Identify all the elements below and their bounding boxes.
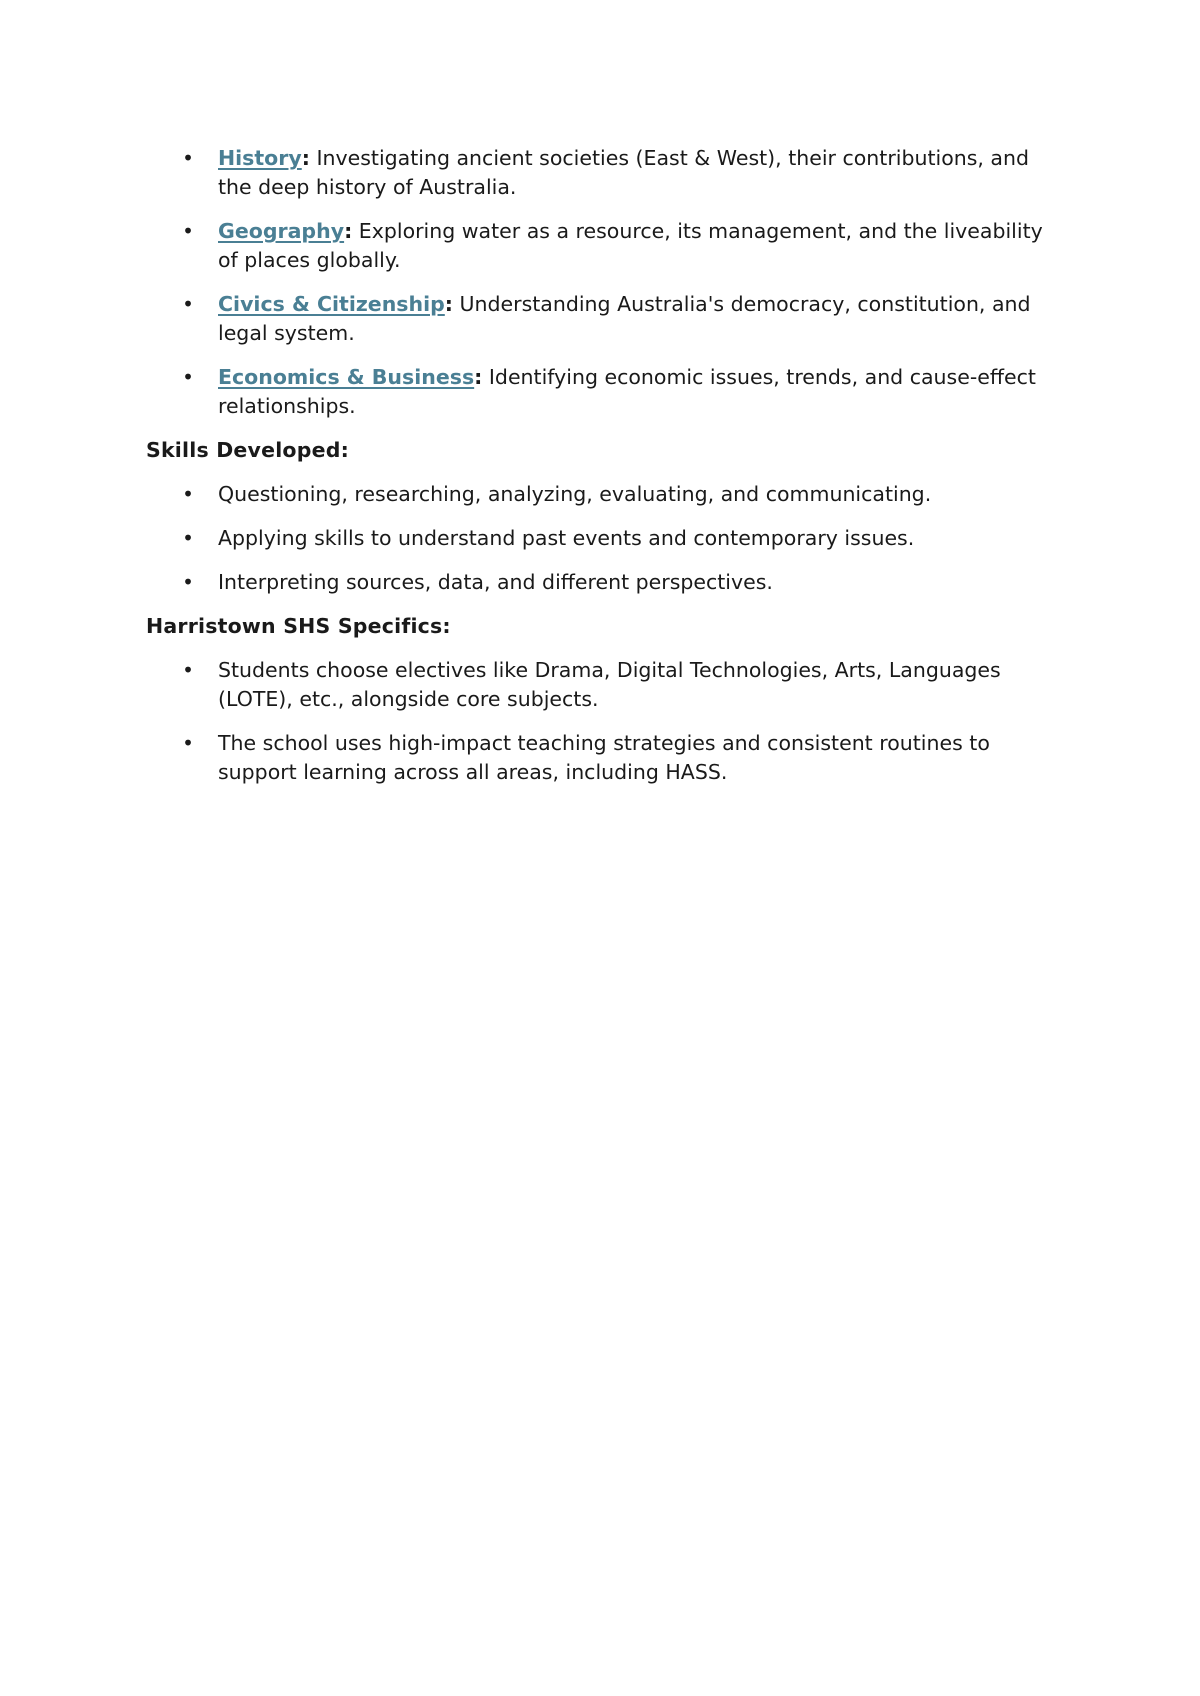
geography-link[interactable]: Geography <box>218 219 345 243</box>
colon-separator: : <box>474 365 483 389</box>
bullet-icon: • <box>182 731 194 755</box>
list-item <box>146 217 1066 275</box>
specifics-list <box>146 656 1066 787</box>
bullet-icon: • <box>182 365 194 389</box>
list-item <box>146 656 1066 714</box>
subject-description: Exploring water as a resource, its management, and the liveability of places globally. <box>218 219 1043 272</box>
bullet-icon: • <box>182 658 194 682</box>
bullet-icon: • <box>182 146 194 170</box>
document-body <box>146 144 1066 802</box>
skills-list <box>146 480 1066 597</box>
colon-separator: : <box>444 292 453 316</box>
list-item <box>146 729 1066 787</box>
colon-separator: : <box>301 146 310 170</box>
list-item <box>146 290 1066 348</box>
bullet-icon: • <box>182 526 194 550</box>
skills-heading: Skills Developed: <box>146 438 349 462</box>
list-item <box>146 363 1066 421</box>
subject-description: Understanding Australia's democracy, constitution, and legal system. <box>218 292 1031 345</box>
history-link[interactable]: History <box>218 146 302 170</box>
bullet-icon: • <box>182 292 194 316</box>
list-item <box>146 568 1066 597</box>
skill-text: Questioning, researching, analyzing, evaluating, and communicating. <box>218 482 932 506</box>
list-item <box>146 524 1066 553</box>
bullet-icon: • <box>182 482 194 506</box>
economics-business-link[interactable]: Economics & Business <box>218 365 475 389</box>
civics-citizenship-link[interactable]: Civics & Citizenship <box>218 292 445 316</box>
list-item <box>146 480 1066 509</box>
subject-description: Investigating ancient societies (East & West), their contributions, and the deep history of Australia. <box>218 146 1030 199</box>
skill-text: Interpreting sources, data, and different perspectives. <box>218 570 773 594</box>
subject-list <box>146 144 1066 421</box>
skill-text: Applying skills to understand past events and contemporary issues. <box>218 526 915 550</box>
colon-separator: : <box>344 219 353 243</box>
specific-text: Students choose electives like Drama, Digital Technologies, Arts, Languages (LOTE), etc., alongside core subjects. <box>218 658 1001 711</box>
specific-text: The school uses high-impact teaching strategies and consistent routines to support learning across all areas, including HASS. <box>218 731 990 784</box>
list-item <box>146 144 1066 202</box>
bullet-icon: • <box>182 570 194 594</box>
specifics-heading: Harristown SHS Specifics: <box>146 614 451 638</box>
bullet-icon: • <box>182 219 194 243</box>
subject-description: Identifying economic issues, trends, and cause-effect relationships. <box>218 365 1036 418</box>
